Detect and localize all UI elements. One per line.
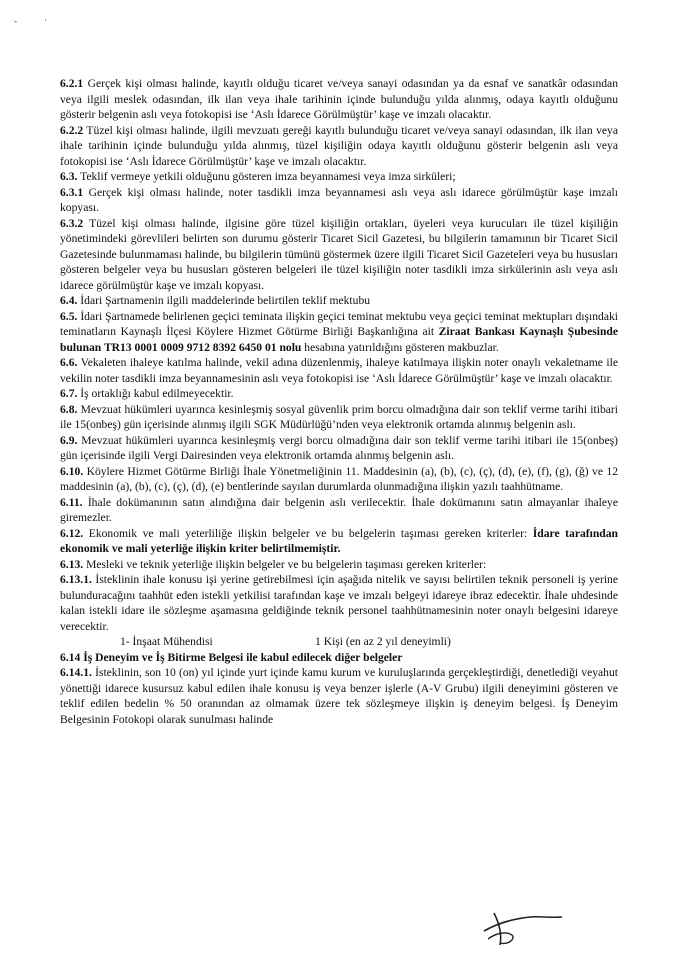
para-number: 6.3.2 xyxy=(60,216,84,230)
para-text: Teklif vermeye yetkili olduğunu gösteren imza beyannamesi veya imza sirküleri; xyxy=(77,170,456,183)
para-number: 6.3. xyxy=(60,170,78,183)
para-text: Tüzel kişi olması halinde, ilgili mevzuatı gereği kayıtlı bulunduğu ticaret ve/veya sanayi odasından, ilk ilan veya ihale tarihinin içinde bulunduğu yılda alınmış, tüzel kişiliğin odaya kayıtlı olduğunu gösterir belgenin aslı veya fotokopisi ise ‘Aslı İdarece Görülmüştür’ kaşe ve imzalı olacaktır. xyxy=(60,123,618,168)
para-6-2-1 xyxy=(60,76,618,123)
para-6-10 xyxy=(60,464,618,495)
para-6-3 xyxy=(60,169,618,185)
para-number: 6.7. xyxy=(60,387,78,400)
para-number: 6.4. xyxy=(60,294,78,307)
para-number: 6.11. xyxy=(60,495,83,509)
para-number: 6.8. xyxy=(60,402,78,416)
para-6-7 xyxy=(60,386,618,402)
para-number: 6.2.1 xyxy=(60,77,84,90)
para-6-9 xyxy=(60,433,618,464)
para-number: 6.14.1. xyxy=(60,666,92,679)
corner-mark-left: - xyxy=(14,16,17,26)
para-text: Mesleki ve teknik yeterliğe ilişkin belgeler ve bu belgelerin taşıması gereken kriterler: xyxy=(83,557,487,571)
para-text: Köylere Hizmet Götürme Birliği İhale Yönetmeliğinin 11. Maddesinin (a), (b), (c), (ç), (d), (e), (f), (g), (ğ) ve 12 maddesinin (a), (b), (c), (ç), (d), (e) bentlerinde sayılan durumlarda olunmadığına ilişkin yazılı taahhütname. xyxy=(60,464,618,493)
signature-mark xyxy=(478,905,568,949)
para-6-3-1 xyxy=(60,185,618,216)
para-number: 6.13. xyxy=(60,557,84,571)
para-text: İhale dokümanının satın alındığına dair belgenin aslı verilecektir. İhale dokümanını satın almayanlar ihaleye giremezler. xyxy=(60,495,618,524)
para-number: 6.2.2 xyxy=(60,123,84,137)
para-6-12 xyxy=(60,526,618,557)
para-6-4 xyxy=(60,293,618,309)
para-number: 6.9. xyxy=(60,433,78,447)
para-number: 6.5. xyxy=(60,309,78,323)
para-text: İş ortaklığı kabul edilmeyecektir. xyxy=(77,387,234,400)
para-text: İdari Şartnamede belirlenen geçici teminata ilişkin geçici teminat mektubu veya geçici teminat mektupları dışındaki teminatların Kaynaşlı İlçesi Köylere Hizmet Götürme Birliği Başkanlığına ait xyxy=(60,309,618,338)
para-6-13 xyxy=(60,557,618,573)
para-text: Mevzuat hükümleri uyarınca kesinleşmiş vergi borcu olmadığına dair son teklif verme tarihi itibari ile 15(onbeş) gün içerisinde ilgili Vergi Dairesinden veya elektronik ortamda alınmış belgenin aslı. xyxy=(60,433,618,462)
para-text: Vekaleten ihaleye katılma halinde, vekil adına düzenlenmiş, ihaleye katılmaya ilişkin noter onaylı vekaletname ile vekilin noter tasdikli imza beyannamesinin aslı veya fotokopisi ise ‘Aslı İdarece Görülmüştür’ kaşe ve imzalı olacaktır. xyxy=(60,356,618,385)
para-6-2-2 xyxy=(60,123,618,170)
bank-account-text: Ziraat Bankası Kaynaşlı Şubesinde bulunan TR13 0001 0009 9712 8392 6450 01 nolu xyxy=(60,325,619,354)
para-text: İdari Şartnamenin ilgili maddelerinde belirtilen teklif mektubu xyxy=(77,294,371,307)
section-heading: 6.14 İş Deneyim ve İş Bitirme Belgesi ile kabul edilecek diğer belgeler xyxy=(60,650,403,664)
para-number: 6.10. xyxy=(60,464,84,478)
para-6-6 xyxy=(60,355,618,386)
para-number: 6.13.1. xyxy=(60,573,92,586)
para-text: İsteklinin, son 10 (on) yıl içinde yurt içinde kamu kurum ve kuruluşlarında gerçekleştirdiği, denetlediği veyahut yönettiği idarece kusursuz kabul edilen ihale konusu iş veya benzer işlerle (A-V Grubu) ilgili deneyimini gösteren ve teklif edilen bedelin % 50 oranından az olmamak üzere tek sözleşmeye ilişkin iş deneyim belgesi. İş Deneyim Belgesinin Fotokopi olarak sunulması halinde xyxy=(60,666,618,726)
para-number: 6.3.1 xyxy=(60,185,84,199)
para-6-3-2 xyxy=(60,216,618,294)
para-6-13-1 xyxy=(60,572,618,634)
para-text-tail: hesabına yatırıldığını gösteren makbuzlar. xyxy=(301,340,499,354)
document-body xyxy=(60,76,618,727)
para-6-14-1 xyxy=(60,665,618,727)
para-text: Gerçek kişi olması halinde, noter tasdikli imza beyannamesi aslı veya aslı idarece görülmüştür kaşe imzalı kopyası. xyxy=(60,185,618,214)
para-text: Ekonomik ve mali yeterliliğe ilişkin belgeler ve bu belgelerin taşıması gereken kriterler: xyxy=(83,526,533,540)
para-text: Tüzel kişi olması halinde, ilgisine göre tüzel kişiliğin ortakları, üyeleri veya kurucuları ile tüzel kişiliğin yönetimindeki görevlileri belirten son durumu gösterir Ticaret Sicil Gazetesi, bu bilgilerin tamamının bir Ticaret Sicil Gazetesinde bulunmaması halinde, bu bilgilerin tümünü göstermek üzere ilgili Ticaret Sicil Gazeteleri veya bu hususları gösteren belgeler veya bu hususları gösteren belgeleri ile tüzel kişiliğin noter tasdikli imza sirkülerinin aslı veya aslı idarece görülmüştür kaşe ve imzalı kopyası. xyxy=(60,216,618,292)
para-number: 6.12. xyxy=(60,526,84,540)
heading-6-14 xyxy=(60,650,618,666)
criteria-note: İdare tarafından ekonomik ve mali yeterliğe ilişkin kriter belirtilmemiştir. xyxy=(60,526,618,555)
personnel-count: 1 Kişi (en az 2 yıl deneyimli) xyxy=(315,635,451,648)
para-6-8 xyxy=(60,402,618,433)
para-text: Gerçek kişi olması halinde, kayıtlı olduğu ticaret ve/veya sanayi odasından ya da esnaf ve sanatkâr odasından veya ilgili meslek odasından, ilk ilan veya ihale tarihinin içinde bulunduğu yılda alınmış, odaya kayıtlı olduğunu gösterir belgenin aslı veya fotokopisi ise ‘Aslı İdarece Görülmüştür’ kaşe ve imzalı olacaktır. xyxy=(60,77,618,121)
para-text: İsteklinin ihale konusu işi yerine getirebilmesi için aşağıda nitelik ve sayısı belirtilen teknik personeli iş yerine bulunduracağını taahhüt eden istekli yetkilisi tarafından kaşe ve imzalı belgeyi idareye ibraz edecektir. İhale uhdesinde kalan istekli idare ile sözleşme aşamasına geldiğinde teknik personel taahhütnamesinin noter onaylı belgesini idareye verecektir. xyxy=(60,573,618,633)
personnel-row xyxy=(60,634,618,650)
para-6-5 xyxy=(60,309,618,356)
para-number: 6.6. xyxy=(60,356,78,369)
personnel-role: 1- İnşaat Mühendisi xyxy=(120,635,213,648)
corner-mark-right: · xyxy=(44,15,47,25)
para-text: Mevzuat hükümleri uyarınca kesinleşmiş sosyal güvenlik prim borcu olmadığına dair son teklif verme tarihi itibari ile 15(onbeş) gün içerisinde alınmış ilgili SGK Müdürlüğü’nden veya elektronik ortamda alınmış belgenin aslı. xyxy=(60,402,618,431)
para-6-11 xyxy=(60,495,618,526)
